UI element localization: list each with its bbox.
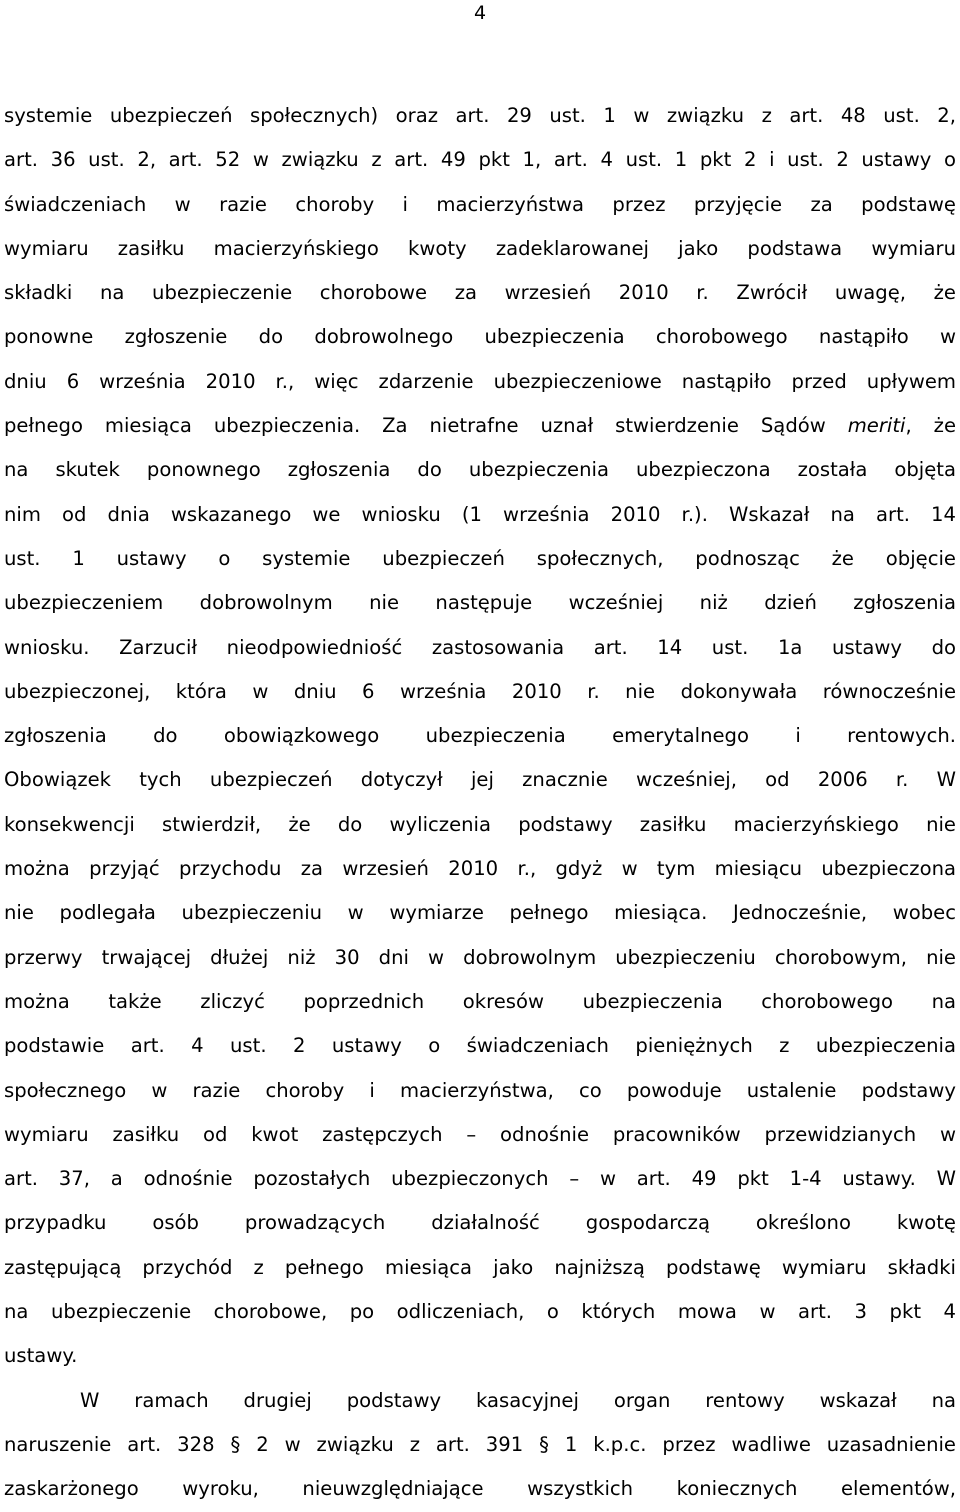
text-line: Obowiązek tych ubezpieczeń dotyczył jej znacznie wcześniej, od 2006 r. W [4,768,956,792]
text-line: zgłoszenia do obowiązkowego ubezpieczenia emerytalnego i rentowych. [4,724,956,748]
text-line: społecznego w razie choroby i macierzyństwa, co powoduje ustalenie podstawy [4,1078,956,1102]
text-line: nie podlegała ubezpieczeniu w wymiarze pełnego miesiąca. Jednocześnie, wobec [4,901,956,925]
italic-term: meriti [847,414,906,438]
text-line: na skutek ponownego zgłoszenia do ubezpieczenia ubezpieczona została objęta [4,458,956,482]
text-line: przerwy trwającej dłużej niż 30 dni w dobrowolnym ubezpieczeniu chorobowym, nie [4,945,956,969]
paragraph-start-line: W ramach drugiej podstawy kasacyjnej organ rentowy wskazał na [80,1388,956,1412]
paragraph-end-line: ustawy. [4,1344,78,1368]
text-line: wniosku. Zarzucił nieodpowiedniość zastosowania art. 14 ust. 1a ustawy do [4,635,956,659]
text-line: dniu 6 września 2010 r., więc zdarzenie ubezpieczeniowe nastąpiło przed upływem [4,369,956,393]
page-number: 4 [473,2,487,24]
text-line: art. 36 ust. 2, art. 52 w związku z art. 49 pkt 1, art. 4 ust. 1 pkt 2 i ust. 2 ustawy o [4,148,956,172]
text-line: ust. 1 ustawy o systemie ubezpieczeń społecznych, podnosząc że objęcie [4,546,956,570]
text-segment: pełnego miesiąca ubezpieczenia. Za nietrafne uznał stwierdzenie Sądów [4,414,826,438]
text-line: art. 37, a odnośnie pozostałych ubezpieczonych – w art. 49 pkt 1-4 ustawy. W [4,1167,956,1191]
text-line: ubezpieczonej, która w dniu 6 września 2010 r. nie dokonywała równocześnie [4,679,956,703]
text-line: można przyjąć przychodu za wrzesień 2010 r., gdyż w tym miesiącu ubezpieczona [4,857,956,881]
text-line: wymiaru zasiłku macierzyńskiego kwoty zadeklarowanej jako podstawa wymiaru [4,236,956,260]
text-line: składki na ubezpieczenie chorobowe za wrzesień 2010 r. Zwrócił uwagę, że [4,281,956,305]
text-line: wymiaru zasiłku od kwot zastępczych – odnośnie pracowników przewidzianych w [4,1122,956,1146]
text-line: konsekwencji stwierdził, że do wyliczenia podstawy zasiłku macierzyńskiego nie [4,812,956,836]
text-line: nim od dnia wskazanego we wniosku (1 września 2010 r.). Wskazał na art. 14 [4,502,956,526]
text-line: systemie ubezpieczeń społecznych) oraz art. 29 ust. 1 w związku z art. 48 ust. 2, [4,104,956,127]
text-line: świadczeniach w razie choroby i macierzyństwa przez przyjęcie za podstawę [4,192,956,216]
text-line: ponowne zgłoszenie do dobrowolnego ubezpieczenia chorobowego nastąpiło w [4,325,956,349]
text-line-with-italic [4,404,956,448]
text-line: podstawie art. 4 ust. 2 ustawy o świadczeniach pieniężnych z ubezpieczenia [4,1034,956,1058]
text-line: zaskarżonego wyroku, nieuwzględniające wszystkich koniecznych elementów, [4,1477,956,1501]
text-segment: , że [905,414,957,438]
text-line: zastępującą przychód z pełnego miesiąca jako najniższą podstawę wymiaru składki [4,1255,956,1279]
document-body [4,94,956,1512]
text-line: naruszenie art. 328 § 2 w związku z art. 391 § 1 k.p.c. przez wadliwe uzasadnienie [4,1432,956,1456]
text-line: przypadku osób prowadzących działalność gospodarczą określono kwotę [4,1211,956,1235]
text-line: można także zliczyć poprzednich okresów ubezpieczenia chorobowego na [4,989,956,1013]
text-line: na ubezpieczenie chorobowe, po odliczeniach, o których mowa w art. 3 pkt 4 [4,1300,956,1324]
text-line: ubezpieczeniem dobrowolnym nie następuje wcześniej niż dzień zgłoszenia [4,591,956,615]
